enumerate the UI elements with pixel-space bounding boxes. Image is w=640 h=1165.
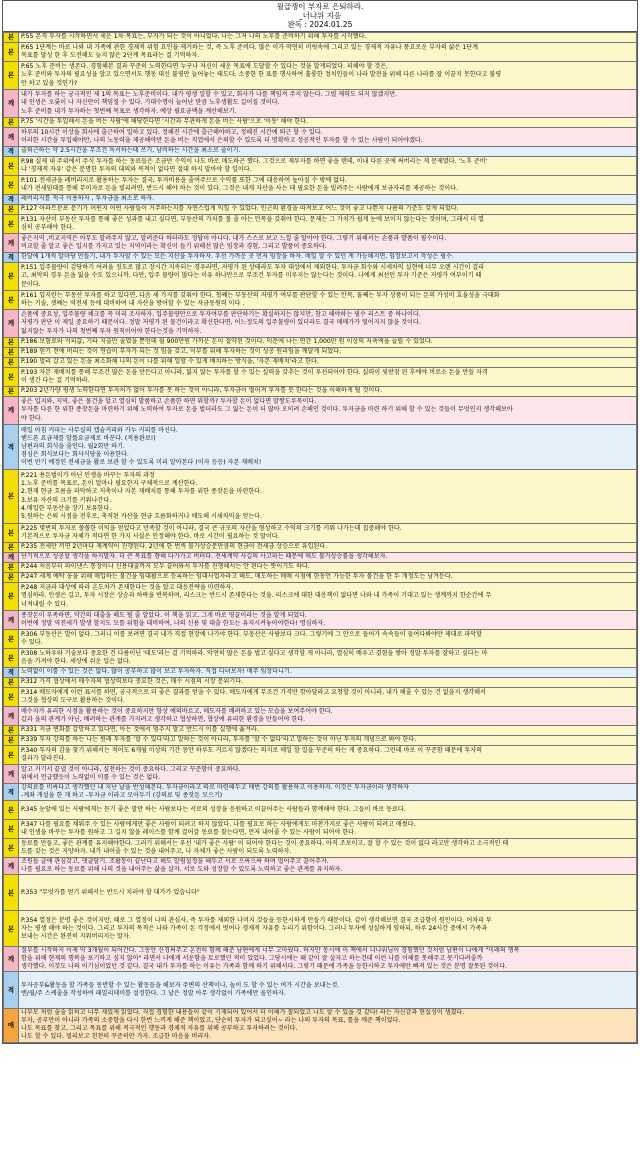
note-line: 나도 목표를 찾고, 그리고 목표를 위해 적극적인 행동과 경제적 자유를 위해 공부하고 투자하려는 것이다.: [21, 1025, 298, 1033]
note-line: P.306 부동산은 발이 없다. 그러니 이를 보려면 결국 내가 직접 현장에 나가야 한다. 부동산은 사람보다 크다. 그렇기에 그 안으로 들어가 속속들이 들여다봐야만 제대로 파악할: [21, 630, 483, 638]
note-line: P.65 노후 준비는 생존다. 경험해본 결과 꾸준히 노력한다면 누구나 자신이 세운 목표에 도달할 수 있다는 것을 알게되었다. 피해야 할 것은,: [21, 63, 389, 71]
note-row: [4, 1009, 637, 1042]
book-title: 월급쟁이 부자로 은퇴하라.: [276, 2, 364, 11]
note-text: [19, 310, 637, 338]
note-type-tag: 깨: [4, 128, 19, 147]
note-line: P.189 얻기 전에 버리는 것이 연습이 부자가 되는 것 임을 갖고, 이부를 위해 투자하는 것이 성공 원리임을 깨달게 되었다.: [21, 348, 341, 356]
note-row: [4, 972, 637, 1009]
note-type-tag: 본: [4, 801, 19, 820]
note-text: [19, 33, 637, 43]
note-text: [19, 911, 637, 947]
note-line: 자는 평생 해야 하는 것이다. 그리고 투자의 목적은 나와 가족이 돈 걱정에서 벗어나 경제적 자유를 누리기 위함이다. 그러니 투자에 성실하게 임하되, 하루 24시간 중에서 가족과: [21, 924, 488, 932]
note-line: 함을 위해 현재의 행복을 포기하고 싶지 않아" 라면서 나에게 서운함을 토로했던 적이 있었다. 그당시에는 왜 같이 잘 살자고 하는건데 이런 나를 이해를 못해주고 뭇기다려줄까: [21, 955, 483, 963]
note-row: [4, 553, 637, 563]
note-type-tag: 본: [4, 746, 19, 765]
note-type-tag: 깨: [4, 947, 19, 972]
note-type-tag: 깨: [4, 310, 19, 338]
note-line: P.101 전세금을 레버리지로 활용하는 투자는 결국, 투자비용을 줄여주므로 수익률 또한 그에 대응하여 높아질 수 밖에 없다.: [21, 176, 347, 184]
note-line: 음을 가져야 한다. 세상에 쉬운 일은 없다.: [21, 658, 131, 665]
note-text: [19, 128, 637, 147]
note-type-tag: 본: [4, 43, 19, 62]
note-line: 4.매입한 부동산을 장기 보유한다.: [21, 504, 112, 512]
note-row: [4, 205, 637, 215]
note-line: 좋은 입지와, 지역, 좋은 물건을 알고 열심히 발품하고 손품한 하면 뭐할까? 투자할 돈이 없다면 말짱도루묵이다.: [21, 398, 317, 406]
note-row: [4, 310, 637, 338]
note-text: [19, 348, 637, 358]
note-line: P.248 지금과 대상에 따라 온도차가 존재한다는 것을 알고 대응전략을 마련하자.: [21, 584, 234, 592]
note-line: 잃지않는 투자가 나의 첫번째 투자 원칙이어야 한다는것을 기억하자.: [21, 327, 202, 335]
note-line: 결과가 달라진다.: [21, 755, 67, 762]
note-row: [4, 649, 637, 668]
note-line: P.347 나를 필요를 채워주 수 있는 사람에게만 좋은 사람이 되려고 하지 않았다. 나를 필요로 하는 사람에게도 마찬가지로 좋은 사람이 되려고 애썼다.: [21, 821, 416, 829]
note-line: 종잣돈이 부족하면, 약간의 대출을 해도 될 줄 알았다. 이 책을 읽고, 그게 바로 영끌이라는 것을 알게 되었다.: [21, 611, 307, 619]
note-text: [19, 90, 637, 118]
note-row: [4, 253, 637, 263]
note-line: 수 있다.: [21, 639, 43, 646]
note-row: [4, 524, 637, 543]
note-row: [4, 583, 637, 611]
note-row: [4, 215, 637, 234]
note-type-tag: 본: [4, 348, 19, 358]
note-line: P.161 입지란는 부동산 투자를 하고 있다면, 다음 세 가지를 갖춰야 한다. 첫째는 부동산의 저평가 여부를 판단할 수 있는 안목, 둘째는 투자 상품이 되는 돈의 가성비 효율성을 극대화: [21, 291, 500, 299]
note-text: [19, 543, 637, 553]
note-line: 내 인생은 오롯이 나 자신만이 책임질 수 있다. 기대수명이 늘어난 만큼 노후생활도 길어질 것이다.: [21, 99, 280, 107]
note-text: [19, 368, 637, 387]
note-line: P.247 세계 예탁 웅을 위해 매입하는 물건을 임대활으로 등록하는 임대사업자라고 해도, 매도하는 매매 시점에 한동안 가능한 투자 물건을 한 두 개정도는 남겨둔다.: [21, 573, 453, 581]
note-line: 강의료를 비싸다고 생각했던 내 지난 날을 반성해본다. 투자금이라고 따로 마련해두고 매번 강의를 활용하고 이용하자. 이것은 투자금이라 생각하자: [21, 784, 410, 791]
note-type-tag: 본: [4, 726, 19, 736]
document-header: [3, 1, 637, 32]
note-row: [4, 157, 637, 176]
note-type-tag: 본: [4, 678, 19, 688]
note-text: [19, 688, 637, 707]
note-line: 도를 갖는 것은 지양하자. 내가 내어줄 수 있는 것을 내어주고, 나 자체가 좋은 사람이 되도록 노력하자.: [21, 848, 292, 856]
note-line: 나를 필요로 하는 동료를 위해 나의 것을 내어주는 삶을 살자. 서로 도와 성장할 수 있도록 노력하고 좋은 관계를 유지하자.: [21, 866, 343, 874]
note-type-tag: 본: [4, 157, 19, 176]
note-type-tag: 깨: [4, 397, 19, 425]
note-row: [4, 688, 637, 707]
note-row: [4, 543, 637, 553]
note-line: 3.보유 자산의 크기를 키워나간다.: [21, 496, 112, 504]
note-line: 단기적으로 성공할 생각을 하지말자. 더 큰 목표를 향해 다가가고 버텨다. 전세계약 사길의 사고파는 때문에 매도 물가상승률을 생각해보자.: [21, 553, 388, 561]
note-text: [19, 215, 637, 234]
note-type-tag: 본: [4, 524, 19, 543]
note-line: 만 하고 있을 것인가?: [21, 79, 78, 87]
note-type-tag: 본: [4, 291, 19, 310]
note-text: [19, 583, 637, 611]
note-row: [4, 784, 637, 801]
note-text: [19, 43, 637, 62]
note-type-tag: 본: [4, 338, 19, 348]
note-type-tag: 본: [4, 368, 19, 387]
note-text: [19, 678, 637, 688]
note-row: [4, 118, 637, 128]
note-line: P.55 본격 투자를 시작하면서 세운 1차 목표는, 부자가 되는 것이 아니었다. 나는 그저 나의 노후를 준비하기 위해 투자를 시작했다.: [21, 33, 367, 41]
note-row: [4, 291, 637, 310]
note-line: 냐 '경제적 자유' 같은 분명한 투자의 대의와 목적이 없다면 절대 하지 말아야 할 일이다.: [21, 166, 252, 173]
note-type-tag: 적: [4, 668, 19, 678]
note-text: [19, 157, 637, 176]
note-type-tag: 본: [4, 583, 19, 611]
note-line: P.345 눈앞에 있는 사람에게는 듣기 좋은 말만 하는 사람보다는 서로의 성장을 응원하고 이끌어주는 사람들과 함께해야 한다. 그들이 바로 동료다.: [21, 806, 406, 814]
note-text: [19, 387, 637, 397]
note-text: [19, 263, 637, 291]
note-type-tag: 적: [4, 784, 19, 801]
note-text: [19, 649, 637, 668]
note-line: 절부를 시작하지 이제 약 3개월이 되어간다. 그동안 신경써주고 온전히 함께 해준 남편에게 너무 고마웠다. 하지만 동시에 이 책에서 너나위님이 경험했던 것처럼 남편이 나에게 "미래의 행복: [21, 947, 520, 955]
note-type-tag: 애: [4, 1009, 19, 1042]
note-line: 명심하라. 인생은 길고, 투자 시장은 상승과 하락을 반복하며, 리스크는 반드시 존재한다는 것을. 리스크에 대한 대응책이 없다면 나와 내 가족이 기대고 있는 생계까지 한순간에 무: [21, 592, 492, 600]
note-type-tag: 본: [4, 470, 19, 524]
note-type-tag: 본: [4, 563, 19, 573]
note-row: [4, 611, 637, 630]
note-text: [19, 746, 637, 765]
note-line: P.340 투자의 감을 찾기 위해서는 적어도 6개월 이상의 기간 동안 하루도 거르지 않겠다는 의지로 매일 할 일을 꾸준히 하는 게 중요하다. 그런데 바로 이 꾸준함 때문에 투자의: [21, 746, 482, 754]
note-line: 레버리지를 적극 이용하자 , 투자금을 최소로 하자.: [21, 195, 155, 203]
note-line: 이번에 정말 역전세가 발생 할지도 모를 위험을 대비하여, 나의 신용 및 대출 한도는 유지시켜놓아야한다! 명심하자.: [21, 620, 326, 627]
note-line: 노력없이 이룰 수 있는 것은 없다. 많이 공부하고 많이 보고 투자하자. 직접 다녀보자! 매주 임장다니기.: [21, 668, 292, 676]
note-row: [4, 338, 637, 348]
note-line: P.127 아파트분포 분기가 어떤지 어떤 사람들이 거주하는지를 자연스럽게 익힐 수 있었다. 인근의 환경을 따져보고 어느 것이 좋고 나쁜지 나름의 기준도 갖게 되었다.: [21, 205, 459, 213]
note-line: 2.현재 현금 흐름을 파악하고 저축이나 자본 재배치를 통해 투자를 위한 종잣돈을 마련한다.: [21, 488, 262, 496]
book-author: _너나위 지음: [298, 11, 342, 20]
note-line: P.308 노하우와 기술보다 중요한 건 다름이닌 '태도'라는 걸 기억하라. 악연히 많은 돈을 벌고 싶다고 생각할 게 아니라, 열심히 배우고 경험을 쌓아 정말 투자를 잘하고 싶다는 마: [21, 649, 488, 657]
note-line: 저평가 판단 이 제일 중요하기 때문이다. 정말 저평가 된 물건이라고 확신한다면, 어느정도의 입주물량이 있더라도 결국 매매가가 떨어지지 않을 것이다.: [21, 319, 421, 327]
note-type-tag: 본: [4, 820, 19, 839]
note-text: [19, 736, 637, 746]
note-text: [19, 726, 637, 736]
notes-table: [3, 32, 637, 1043]
note-text: [19, 668, 637, 678]
note-text: [19, 630, 637, 649]
note-line: 매일 아침 커피는 사무실의 캡슐커피와 카누 커피를 마신다.: [21, 426, 178, 434]
note-row: [4, 875, 637, 911]
note-type-tag: 깨: [4, 707, 19, 726]
note-line: 하는 기술, 셋째는 역전세 등에 대비하여 내 자산을 방어할 수 있는 자금동원력 이다 .: [21, 300, 245, 307]
note-line: 매수자가 유리한 시점을 활용하는 것이 중요하지만 항상 예의바르고, 매도자를 배려하고 있는 모습을 보여주어야 한다.: [21, 707, 333, 715]
note-row: [4, 746, 637, 765]
note-text: [19, 147, 637, 157]
note-text: [19, 707, 637, 726]
note-line: P.75 '시간을 투입해서 돈을 버는 사람'에 해당한다면 '시간과 무관하게 돈을 버는 사람'으로 '이동' 해야 한다.: [21, 118, 308, 126]
note-line: P.244 처음부터 파이낸스 통장이나 신용대출까지 모두 끌어와서 투자를 진행해서는 안 된다는 뜻이기도 하다.: [21, 563, 310, 571]
note-text: [19, 573, 637, 583]
note-line: P.98 실제 내 주위에서 주식 투자를 하는 동료들은 조금만 수익이 나도 바로 매도하곤 했다. 그것으로 재투자를 하면 좋을 텐데, 이내 다른 곳에 써버리는 게 문제였다. '노후 준비': [21, 157, 488, 165]
note-type-tag: 본: [4, 649, 19, 668]
note-type-tag: 본: [4, 573, 19, 583]
note-line: 출퇴근하는 약 2.5시간을 무조건 독서하는데 쓰기, 남비하는 시간을 최소로 줄이기.: [21, 147, 241, 155]
note-row: [4, 425, 637, 470]
note-row: [4, 563, 637, 573]
note-type-tag: 본: [4, 736, 19, 746]
note-type-tag: 본: [4, 118, 19, 128]
note-line: 손품에 중요성, 입주물량 체크를 꼭 미리 조사하자. 입주물량만으로 투자여부를 판단하기는 확실하지는 않지만, 참고 해야하는 필수 리스트 중 하나이다.: [21, 311, 421, 319]
note-type-tag: 깨: [4, 765, 19, 784]
note-line: 갑과 을의 관계가 아닌, 배려하는 관계를 가지려고 생각하고 협상하면, 협상에 유리한 환경을 만들어야 한다.: [21, 716, 306, 723]
note-row: [4, 947, 637, 972]
note-line: 비교할 줄 알고 좋은 입지를 가지고 있는 지역이라는 확신이 들기 위해선 많은 임장과 경험, 그리고 발품이 중요하다.: [21, 243, 327, 250]
note-row: [4, 911, 637, 947]
note-type-tag: 본: [4, 543, 19, 553]
note-type-tag: 깨: [4, 858, 19, 875]
note-row: [4, 470, 637, 524]
note-line: 생각했다. 이것도 나의 이기심이었던 것 같다. 결국 내가 투자를 하는 이유는 가족과 함께 하기 위해서다. 그렇기 때문에 가족을 등한시하고 투자에만 빠져 있는 것은 분명 잘못된 것이다.: [21, 963, 507, 971]
note-line: 좋은지역 ,비교지역은 아무도 알려주지 않고, 알려준다 하더라도 정답이 아니다. 내가 스스로 보고 느낄 줄 알아야 한다. 그렇기 위해서는 손품과 발품이 필수이다.: [21, 234, 447, 242]
note-row: [4, 668, 637, 678]
note-line: 남편과의 회식을 줄인다. 월2회만 하기.: [21, 442, 125, 450]
note-type-tag: 본: [4, 215, 19, 234]
note-text: [19, 470, 637, 524]
note-row: [4, 90, 637, 118]
note-type-tag: 깨: [4, 90, 19, 118]
note-text: [19, 205, 637, 215]
note-line: P.353 "무엇가를 얻기 위해서는 반드시 치러야 할 대가가 있습니다": [21, 888, 200, 896]
note-row: [4, 678, 637, 688]
note-text: [19, 563, 637, 573]
note-row: [4, 630, 637, 649]
note-type-tag: 적: [4, 147, 19, 157]
note-line: P.65 1단계는 바로 나와 내 가족에 관한 경제적 위험 요인을 제거하는 것, 즉 노후 준비다. 많은 이가 막연히 머릿속에 그리고 있는 경제적 자유나 풍요로운 부자의 삶은 1단계: [21, 43, 479, 51]
note-type-tag: 본: [4, 33, 19, 43]
note-type-tag: 본: [4, 263, 19, 291]
note-type-tag: 본: [4, 875, 19, 911]
note-row: [4, 397, 637, 425]
note-text: [19, 801, 637, 820]
note-text: [19, 195, 637, 205]
note-line: P.225 몇번의 투자로 쏠쏠한 이익을 얻었다고 만족할 것이 아니라, 결국 큰 규모의 자산을 형성하고 수익의 크기를 키워 나가는데 집중해야 한다.: [21, 524, 402, 532]
note-type-tag: 본: [4, 839, 19, 858]
note-line: P.331 지금 변화를 갈망하고 있다면, 아는 것에서 멈추지 말고 반드시 이를 실행에 옮겨라.: [21, 726, 259, 734]
note-row: [4, 195, 637, 205]
note-type-tag: 적: [4, 972, 19, 1009]
note-line: 목표를 달성 한 후 도전해도 늦지 않은 2단계 목표라는 걸 기억하자.: [21, 52, 200, 59]
note-text: [19, 972, 637, 1009]
note-line: P.339 투자 강의를 하는 나는 원래 투자를 '할 수 있다'라고 말하는 것이 아니라, 투자를 '할 수 없다'라고 말하는 것이 아닌 투자의 개념으로 봐야 한다.: [21, 736, 417, 744]
note-text: [19, 1009, 637, 1042]
note-line: P.151 입주물량이 감당하기 어려울 정도로 많고 장시간 지속되는 경우라면, 저평가 된 상태라도 투자 대상에서 제외한다. 투자금 회수와 시세차익 실현에 너무 오랜 시간이 걸리: [21, 264, 485, 272]
note-line: 노후 준비를 내가 투자하는 첫번째 목표로 생각하자. 예상 필요금액을 계산해보기.: [21, 107, 237, 115]
note-row: [4, 573, 637, 583]
completion-date: 완독 : 2024.01.25: [287, 20, 353, 29]
note-type-tag: 깨: [4, 234, 19, 253]
note-text: [19, 253, 637, 263]
note-line: P.312 가격 협상에서 매수자의 협상력보다 중요한 것은, 매수 시점의 시장 분위기다.: [21, 678, 244, 686]
note-line: 문이다.: [21, 280, 41, 288]
note-row: [4, 387, 637, 397]
note-type-tag: 깨: [4, 553, 19, 563]
note-line: 나부모 처럼 술술 읽히고 너무 재밌게 읽었다. 직접 경험한 내용들이 같이 기재되어 있어서 더 이해가 잘되었고 나도 할 수 있을 것 같다! 라는 자신감과 현실성이 생겼다.: [21, 1009, 465, 1017]
note-line: P.221 용돈벌이가 아닌 인생을 바꾸는 투자의 과정: [21, 472, 155, 480]
note-text: [19, 176, 637, 195]
note-type-tag: 적: [4, 195, 19, 205]
note-row: [4, 358, 637, 368]
note-text: [19, 875, 637, 911]
note-line: 한달에 1개씩 알마당 만들기, 내가 투자할 수 있는 모든 지산을 투자하자. 우선 가까운 곳 먼저 임장을 하자. 매일 할 수 있던 게 가능해지면, 임장보고서 작성은 필수.: [21, 253, 454, 261]
note-line: 내가 전세임대를 통해 무이자로 돈을 빌리려면, 반드시 해야 하는 것이 있다. 그것은 내게 자산을 사는 데 필요한 돈을 빌려주는 사람에게 보금자리를 제공하는 것이다.: [21, 185, 458, 192]
note-line: 내가 투자를 하는 궁극적인 제 1의 목표는 노후준비이다. 내가 평생 일할 수 있고, 회사가 나를 책임져 주지 않는다. 그럴 제력도 되지 않겠지만.: [21, 91, 398, 99]
note-line: 너져내릴 수 있다.: [21, 600, 69, 608]
note-line: 투자를 다른 한 위한 종잣돈을 마련하기 위해 노력하여 투자로 돈을 벌더라도 그 잃는 돈이 더 많아 오히려 손해인 것이다. 투자금을 마련 하기 위해 할 수 있는 것들이 무엇인지 생각해보아: [21, 406, 513, 414]
note-row: [4, 839, 637, 858]
note-row: [4, 43, 637, 62]
note-line: 나도 할 수 있다. 멀리보고 천천히 꾸준히만 가자. 조급한 마음을 버리자.: [21, 1033, 212, 1041]
note-text: [19, 291, 637, 310]
note-row: [4, 726, 637, 736]
note-line: 노후 준비와 투자의 필요성을 알고 있으면서도 행동 대신 불평만 늘어놓는 태도다. 소중한 한 표를 행사하여 훌륭한 정치인들이 나라 발전을 위해 다른 나라를 잘 이끌지 못한다고 불평: [21, 71, 502, 79]
note-line: P.190 멀리 갈고 있는 돈을 최소화해 나의 돈이 나를 위해 일할 수 있게 배치하는 방식을, '자본 재배치'라고 한다.: [21, 358, 319, 366]
note-type-tag: 본: [4, 358, 19, 368]
note-type-tag: 본: [4, 387, 19, 397]
note-text: [19, 62, 637, 90]
note-line: 5.원하는 은퇴 시점을 전후로, 축적된 자산을 현금 흐름화하거나 매도해 시세차익을 얻는다.: [21, 512, 262, 520]
note-line: 점심은 회식보다는 회사식당을 이용한다.: [21, 451, 129, 459]
note-line: 조원들 글에 관심갖고, 댓글달기. 조활동이 끝난다고 해도 알림설정을 해두고 서로 으싸으싸 하며 멀어주고 끌어주자.: [21, 858, 329, 866]
note-row: [4, 368, 637, 387]
note-type-tag: 본: [4, 62, 19, 90]
note-row: [4, 62, 637, 90]
note-line: P.235 전세만 끼면 2년마다 재계약이 진행된다. 2년에 한 번씩 물가상승분만큼의 현금이 전세금 상승으로 유입된다.: [21, 543, 328, 551]
note-row: [4, 176, 637, 195]
note-row: [4, 234, 637, 253]
note-row: [4, 147, 637, 157]
note-row: [4, 128, 637, 147]
note-line: 보내는 시간은 완전히 지워버리지는 말자.: [21, 932, 131, 940]
note-row: [4, 736, 637, 746]
note-text: [19, 820, 637, 839]
note-line: 심히 공부해야 한다.: [21, 224, 74, 231]
note-line: 이 생긴 다는 걸 기억하라.: [21, 377, 90, 384]
note-line: 1.노후 준비를 목표로, 돈이 얼마나 필요한지 구체적으로 계산한다.: [21, 480, 198, 488]
note-line: 알고 거기서 끝낼 것이 아니라, 실천하는 것이 중요하다. 그리고 꾸준함이 중요하다.: [21, 765, 241, 773]
note-line: 그것을 협상의 도구로 활용하는 것이다.: [21, 697, 125, 704]
note-line: P.314 매도자에게 이런 표시를 하면, 궁극적으로 더 좋은 결과를 얻을 수 있다. 매도자에게 무조건 가격만 깎아달라고 요청할 것이 아니라, 내가 해줄 수 있는 건 없을지 생각해서: [21, 688, 486, 696]
note-row: [4, 765, 637, 784]
note-line: P.186 보험료와 커피값, 기타 지출만 줄였을 뿐인데 월 900만원 가까운 돈이 절약된 것이다. 덕분에 나는 연간 1,000만 원 이상의 저축액을 늘릴 수 있었다.: [21, 338, 433, 346]
note-type-tag: 본: [4, 205, 19, 215]
note-type-tag: 본: [4, 911, 19, 947]
note-row: [4, 348, 637, 358]
note-row: [4, 707, 637, 726]
note-line: P.354 열정은 분명 좋은 것이지만, 때로 그 열정이 나의 관심사, 즉 투자를 제외한 나머지 것들을 등한시하게 만들기 때문이다. 같이 생각해보면 결국 조급함이 원인이다. 어차피 투: [21, 916, 492, 924]
note-text: [19, 858, 637, 875]
note-text: [19, 784, 637, 801]
note-line: 투자, 공부만이 아니라 가족의 소중함을 다시 한번 느끼게 해준 책이었고, 단순히 투자가 되고싶어~ 라는 나의 투자의 목표, 틀을 깨준 책이었다.: [21, 1017, 401, 1025]
note-text: [19, 397, 637, 425]
note-line: 내 인생을 바꾸는 투자를 원하고 그 길지 않을 레이스를 함께 걸어갈 동료를 찾는다면, 먼저 내어줄 수 있는 사람이 되어야 한다.: [21, 829, 357, 837]
note-text: [19, 765, 637, 784]
note-line: 야 한다.: [21, 414, 43, 422]
note-type-tag: 본: [4, 630, 19, 649]
note-text: [19, 118, 637, 128]
note-type-tag: 본: [4, 688, 19, 707]
note-type-tag: 깨: [4, 611, 19, 630]
note-text: [19, 234, 637, 253]
note-line: P.131 자산이 부동산 투자를 통해 좋은 성과를 내고 싶다면, 부동산의 가치를 볼 줄 아는 안목을 갖춰야 한다. 문제는 그 가치가 쉽게 눈에 보이지 않는다는 것이며, 그래서 더 열: [21, 215, 484, 223]
note-line: 핸드폰 요금제를 알뜰요금제로 바꾼다. (적용완료!): [21, 434, 156, 442]
note-line: 기본적으로 투자금 자체가 적다면 한 가지 사실은 인정해야 한다. 바로 시간이 필요하는 것 말이다.: [21, 533, 280, 540]
note-line: P.203 2년가량 평생 노력한다면 투자처가 없어 투자를 못 하는 것이 아니라, 투자금이 떨어져 투자를 못 한다는 것을 이해하게 될 것이다.: [21, 387, 383, 395]
note-line: 동료를 만들고, 좋은 관계를 유지해야한다. 그러기 위해서는 우선 '내가 좋은 사람' 이 되어야 한다는 것이 중요하다. 아직 조보이고, 잘 할 수 있는 것이 없다 라고만 생각하고 소극적인 태: [21, 840, 509, 848]
note-line: 엔/월/주 스케줄을 작성하여 패밀리데이를 설정한다. 그 날은 정말 아무 생각없이 가족에만 올인하자.: [21, 990, 286, 998]
note-text: [19, 425, 637, 470]
note-row: [4, 33, 637, 43]
note-row: [4, 801, 637, 820]
note-line: 이번 만기 예정인 전세금을 활로 보관 할 수 있도록 미리 알아본다 (이자 등등) 자본 재배치!: [21, 459, 262, 467]
note-row: [4, 858, 637, 875]
note-text: [19, 947, 637, 972]
note-text: [19, 839, 637, 858]
note-line: 하루의 10시간 이상을 회사에 출근하여 일하고 있다. 정해진 시간에 출근해야하고, 정해진 시간에 퇴근 할 수 있다.: [21, 128, 323, 136]
note-text: [19, 524, 637, 543]
note-text: [19, 358, 637, 368]
note-row: [4, 263, 637, 291]
note-row: [4, 820, 637, 839]
note-line: 위에서 언급했듯이 노력없이 이룰 수 있는 것은 없다.: [21, 774, 161, 781]
note-type-tag: 적: [4, 253, 19, 263]
note-line: 투자공부&활동을 할 가족들 동반할 수 있는 활동들을 해보자 주변의 산책이나, 놀이 도 할 수 있는 여가 시간을 보내는것.: [21, 982, 340, 990]
note-text: [19, 338, 637, 348]
note-line: P.193 자본 재배치를 통해 무조건 많은 돈을 만든다고 아니라, 잃지 않는 투자를 할 수 있는 실력을 갖추는 것이 우선되어야 한다. 실력이 뒷받침 된 후에야 비로소 돈을 만들 자격: [21, 368, 488, 376]
note-line: 이러한 시간을 투입해야만, 나의 노동력을 제공해야만 돈을 버는 직업에서 은퇴할 수 있도록 더 명확하고 성공적인 투자를 할 수 있는 사람이 되어야겠다.: [21, 137, 423, 144]
document: [2, 0, 638, 1044]
note-line: -계좌 개설을 한 개 하고 -투자금 이라고 모아두기 (강의료 및 종잣돈 모으기): [21, 792, 223, 800]
note-text: [19, 553, 637, 563]
note-text: [19, 611, 637, 630]
note-line: 고, 최악의 경우 돈을 잃을 수도 있으니까. 다만, 입주 물량이 많다는 이유 하나만으로 무조건 투자를 미루지는 않는다는 것이다. 나에게 최선인 투자 기준은 저평가 여부이기 때: [21, 272, 482, 280]
note-type-tag: 적: [4, 425, 19, 470]
note-type-tag: 본: [4, 176, 19, 195]
